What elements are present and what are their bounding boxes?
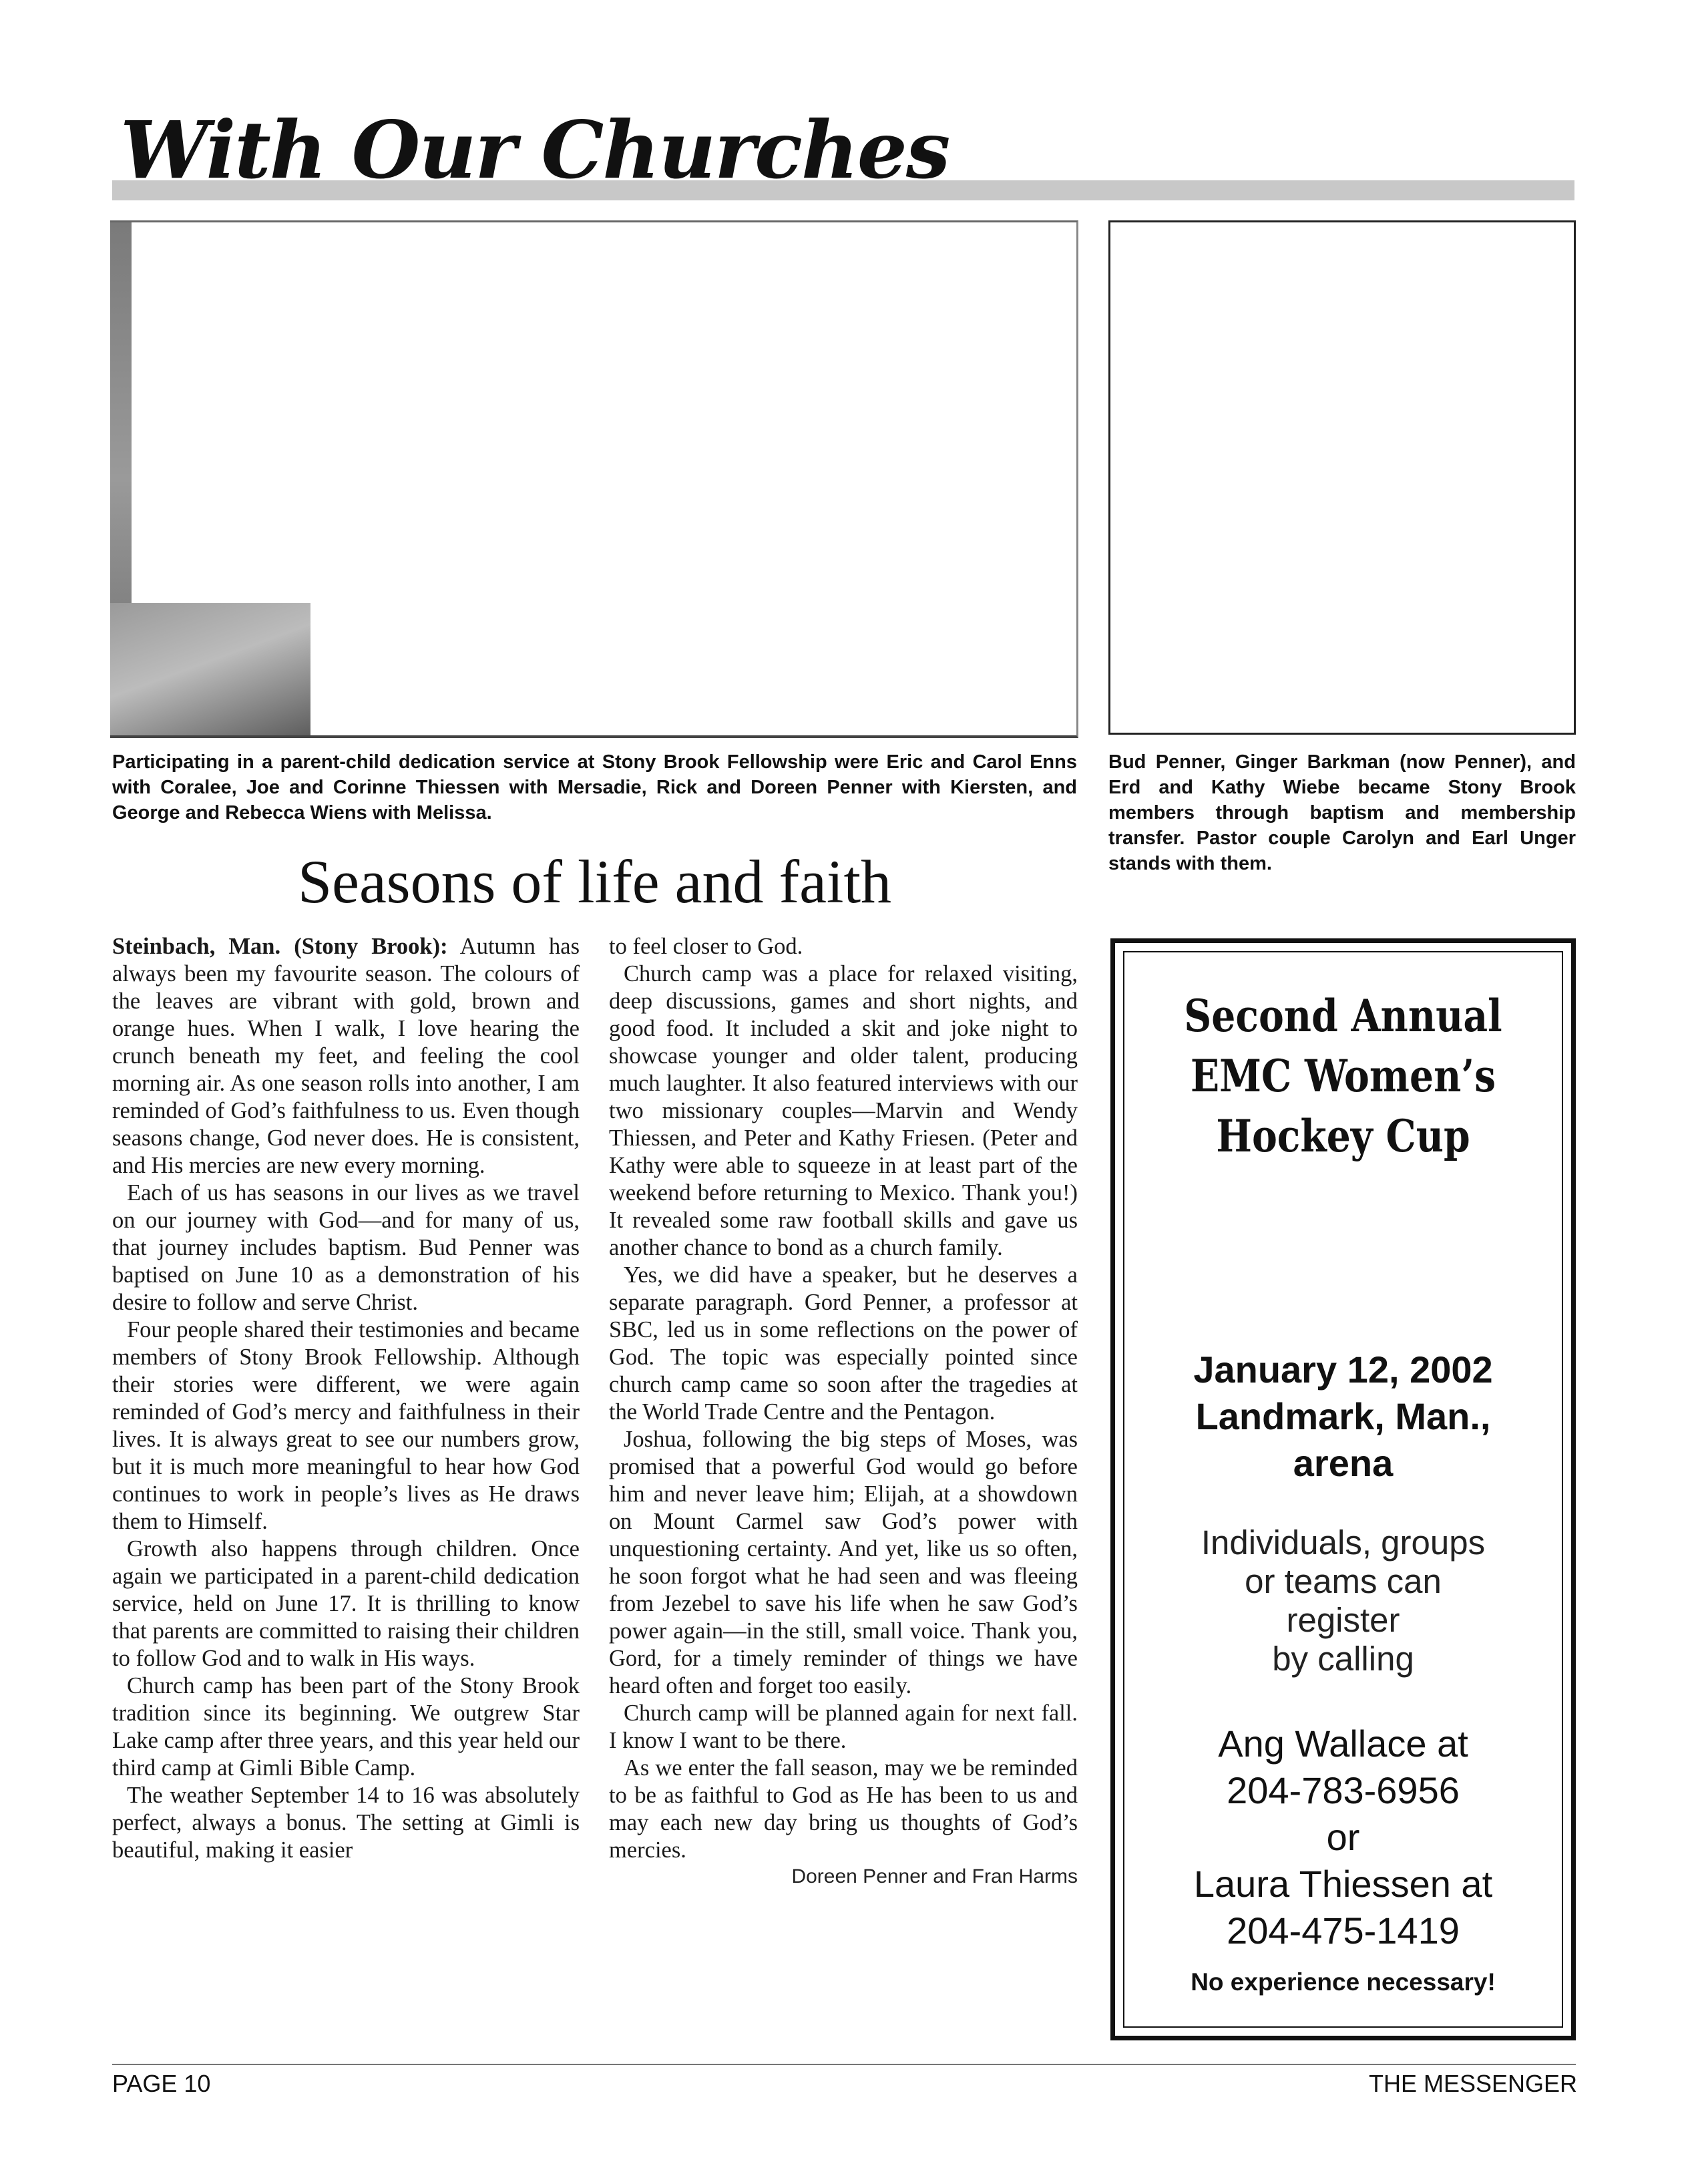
ad-date: January 12, 2002 — [1193, 1348, 1493, 1391]
ad-location: Landmark, Man., — [1195, 1395, 1491, 1437]
footer-rule — [112, 2064, 1576, 2065]
article-column-2 — [609, 933, 1078, 1889]
ad-location-venue: arena — [1293, 1442, 1394, 1484]
membership-photo-caption: Bud Penner, Ginger Barkman (now Penner), and Erd and Kathy Wiebe became Stony Brook members through baptism and membership transfer. Pastor couple Carolyn and Earl Unger stands with them. — [1108, 751, 1576, 874]
ad-title-line: EMC Women’s — [1190, 1050, 1496, 1102]
ad-contact-2-phone: 204-475-1419 — [1227, 1909, 1460, 1952]
ad-contact-1-name: Ang Wallace at — [1218, 1722, 1468, 1765]
ad-register-line: Individuals, groups — [1201, 1523, 1486, 1562]
publication-name: THE MESSENGER — [1368, 2070, 1577, 2097]
article-dateline: Steinbach, Man. (Stony Brook): — [112, 934, 448, 959]
ad-inner-frame — [1123, 951, 1563, 2028]
membership-photo — [1108, 220, 1576, 735]
article-paragraph: Yes, we did have a speaker, but he deserves a separate paragraph. Gord Penner, a professor at SBC, led us in some reflections on the power of God. The topic was especially pointed since church camp came so soon after the tragedies at the World Trade Centre and the Pentagon. — [609, 1262, 1078, 1425]
ad-title — [1155, 986, 1531, 1166]
ad-title-line: Second Annual — [1184, 990, 1502, 1042]
photo-shade-block — [110, 603, 310, 738]
article-signature: Doreen Penner and Fran Harms — [791, 1865, 1078, 1887]
ad-register-line: or teams can — [1245, 1562, 1442, 1600]
ad-register-line: register — [1286, 1601, 1400, 1639]
ad-note: No experience necessary! — [1191, 1968, 1496, 1996]
article-paragraph: Church camp has been part of the Stony Brook tradition since its beginning. We outgrew Star Lake camp after three years, and this year held our third camp at Gimli Bible Camp. — [112, 1673, 580, 1781]
ad-registration-text — [1124, 1523, 1562, 1678]
article-paragraph: to feel closer to God. — [609, 934, 803, 959]
article-headline: Seasons of life and faith — [297, 848, 892, 916]
article-paragraph: Four people shared their testimonies and became members of Stony Brook Fellowship. Although their stories were different, we were again reminded of God’s mercy and faithfulness in their lives. It is always great to see our numbers grow, but it is much more meaningful to hear how God continues to work in people’s lives as He draws them to Himself. — [112, 1317, 580, 1534]
section-title: With Our Churches — [120, 104, 949, 196]
page-number: PAGE 10 — [112, 2070, 211, 2097]
article-paragraph: Joshua, following the big steps of Moses, was promised that a powerful God would go before him and never leave him; Elijah, at a showdown on Mount Carmel saw God’s power with unquestioning certainty. And yet, like us so often, he soon forgot what he had seen and was fleeing from Jezebel to save his life when he saw God’s power again—in the still, small voice. Thank you, Gord, for a timely reminder of things we have heard often and forget too easily. — [609, 1427, 1078, 1698]
article-paragraph: Church camp was a place for relaxed visiting, deep discussions, games and short nights, and good food. It included a skit and joke night to showcase younger and older talent, producing much laughter. It also featured interviews with our two missionary couples—Marvin and Wendy Thiessen, and Peter and Kathy Friesen. (Peter and Kathy were able to squeeze in at least part of the weekend before returning to Mexico. Thank you!) It revealed some raw football skills and gave us another chance to bond as a church family. — [609, 961, 1078, 1260]
article-paragraph: Each of us has seasons in our lives as we travel on our journey with God—and for many of us, that journey includes baptism. Bud Penner was baptised on June 10 as a demonstration of his desire to follow and serve Christ. — [112, 1180, 580, 1315]
article-paragraph: Church camp will be planned again for next fall. I know I want to be there. — [609, 1700, 1078, 1753]
ad-contact-1-phone: 204-783-6956 — [1227, 1769, 1460, 1811]
ad-contact-2-name: Laura Thiessen at — [1193, 1863, 1493, 1905]
ad-register-line: by calling — [1272, 1640, 1414, 1678]
ad-contact-or: or — [1326, 1816, 1360, 1858]
article-paragraph — [112, 933, 580, 1179]
article-paragraph-text: Autumn has always been my favourite season. The colours of the leaves are vibrant with gold, brown and orange hues. When I walk, I love hearing the crunch beneath my feet, and feeling the cool morning air. As one season rolls into another, I am reminded of God’s faithfulness to us. Even though seasons change, God never does. He is consistent, and His mercies are new every morning. — [112, 934, 580, 1178]
ad-event-details — [1124, 1346, 1562, 1487]
article-paragraph: The weather September 14 to 16 was absolutely perfect, always a bonus. The setting at Gimli is beautiful, making it easier — [112, 1783, 580, 1863]
dedication-photo-caption: Participating in a parent-child dedication service at Stony Brook Fellowship were Eric and Carol Enns with Coralee, Joe and Corinne Thiessen with Mersadie, Rick and Doreen Penner with Kiersten, and George and Rebecca Wiens with Melissa. — [112, 751, 1077, 824]
ad-contacts — [1124, 1720, 1562, 1954]
ad-title-line: Hockey Cup — [1216, 1110, 1470, 1162]
article-paragraph: Growth also happens through children. Once again we participated in a parent-child dedication service, held on June 17. It is thrilling to know that parents are committed to raising their children to follow God and to walk in His ways. — [112, 1536, 580, 1671]
dedication-photo — [110, 220, 1078, 738]
article-column-1 — [112, 933, 580, 1864]
article-paragraph: As we enter the fall season, may we be reminded to be as faithful to God as He has been to us and may each new day bring us thoughts of God’s mercies. — [609, 1755, 1078, 1863]
hockey-cup-ad — [1110, 938, 1576, 2040]
